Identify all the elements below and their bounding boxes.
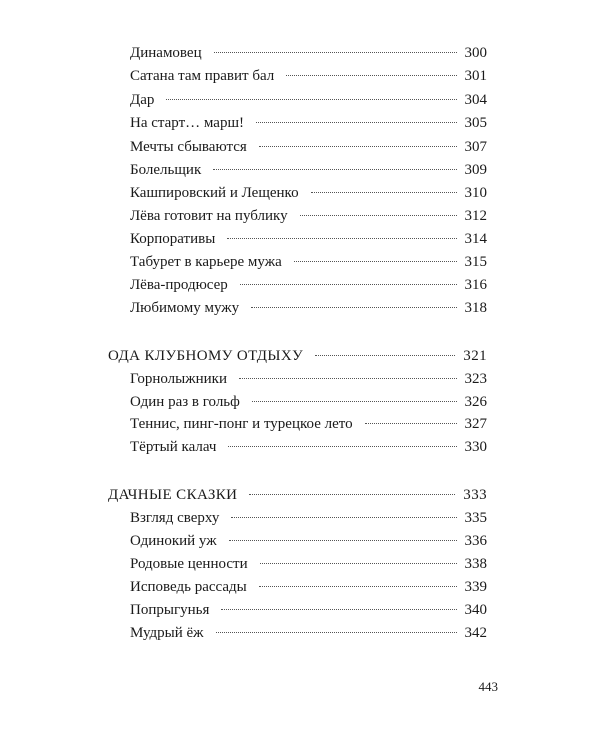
dot-leader (294, 261, 457, 262)
toc-entry (130, 508, 487, 528)
toc-entry (130, 414, 487, 434)
toc-entry (130, 577, 487, 597)
toc-entry-title: Табурет в карьере мужа (130, 254, 282, 270)
dot-leader (311, 192, 457, 193)
toc-entry-title: Попрыгунья (130, 602, 210, 618)
dot-leader (259, 586, 457, 587)
toc-entry-title: Болельщик (130, 162, 202, 178)
toc-entry-page: 314 (464, 231, 487, 247)
toc-entry-title: Мудрый ёж (130, 625, 204, 641)
toc-entry-page: 338 (464, 556, 487, 572)
toc-entry (130, 298, 487, 318)
toc-entry-title: Родовые ценности (130, 556, 248, 572)
toc-entry-title: Горнолыжники (130, 371, 227, 387)
toc-entry-title: Сатана там правит бал (130, 68, 275, 84)
dot-leader (216, 632, 457, 633)
toc-entry-title: Один раз в гольф (130, 394, 240, 410)
toc-entry (130, 623, 487, 643)
toc-entry (130, 160, 487, 180)
toc-entry-title: Взгляд сверху (130, 510, 220, 526)
toc-section-heading (108, 346, 487, 366)
toc-section-title: ДАЧНЫЕ СКАЗКИ (108, 487, 238, 503)
dot-leader (221, 609, 456, 610)
toc-entry-page: 336 (464, 533, 487, 549)
toc-entry (130, 554, 487, 574)
dot-leader (365, 423, 457, 424)
toc-entry (130, 600, 487, 620)
dot-leader (259, 146, 457, 147)
toc-entry-title: Дар (130, 92, 155, 108)
toc-entry-page: 301 (464, 68, 487, 84)
toc-entry-page: 309 (464, 162, 487, 178)
toc-entry-title: Лёва готовит на публику (130, 208, 288, 224)
toc-entry-page: 318 (464, 300, 487, 316)
toc-entry-page: 323 (464, 371, 487, 387)
dot-leader (227, 238, 456, 239)
toc-entry-title: Кашпировский и Лещенко (130, 185, 299, 201)
dot-leader (260, 563, 457, 564)
toc-section-heading (108, 485, 487, 505)
toc-entry-title: Исповедь рассады (130, 579, 247, 595)
toc-entry-title: Корпоративы (130, 231, 216, 247)
dot-leader (249, 494, 455, 495)
toc-entry-page: 326 (464, 394, 487, 410)
dot-leader (300, 215, 457, 216)
toc-section-page: 333 (463, 487, 487, 503)
dot-leader (231, 517, 456, 518)
toc-entry (130, 252, 487, 272)
toc-entry-page: 330 (464, 439, 487, 455)
toc-entry (130, 113, 487, 133)
toc-entry (130, 369, 487, 389)
toc-entry-page: 312 (464, 208, 487, 224)
dot-leader (229, 540, 457, 541)
toc-entry (130, 531, 487, 551)
toc-entry-page: 327 (464, 416, 487, 432)
toc-entry (130, 43, 487, 63)
toc-entry (130, 90, 487, 110)
dot-leader (256, 122, 457, 123)
dot-leader (213, 169, 456, 170)
toc-entry (130, 229, 487, 249)
dot-leader (240, 284, 457, 285)
toc-entry-page: 305 (464, 115, 487, 131)
toc-section-title: ОДА КЛУБНОМУ ОТДЫХУ (108, 348, 304, 364)
dot-leader (228, 446, 456, 447)
toc-entry-page: 304 (464, 92, 487, 108)
toc-section-page: 321 (463, 348, 487, 364)
dot-leader (214, 52, 457, 53)
dot-leader (239, 378, 457, 379)
dot-leader (166, 99, 456, 100)
toc-entry-page: 339 (464, 579, 487, 595)
toc-entry-title: Теннис, пинг-понг и турецкое лето (130, 416, 353, 432)
toc-entry-title: Любимому мужу (130, 300, 240, 316)
dot-leader (252, 401, 457, 402)
dot-leader (286, 75, 456, 76)
toc-entry (130, 206, 487, 226)
toc-entry (130, 392, 487, 412)
toc-entry-page: 310 (464, 185, 487, 201)
dot-leader (315, 355, 455, 356)
toc-entry (130, 66, 487, 86)
toc-entry-title: Тёртый калач (130, 439, 217, 455)
toc-entry-title: Одинокий уж (130, 533, 217, 549)
toc-entry-page: 307 (464, 139, 487, 155)
toc-entry-title: Динамовец (130, 45, 202, 61)
toc-entry (130, 275, 487, 295)
toc-entry-title: Мечты сбываются (130, 139, 247, 155)
toc-entry (130, 437, 487, 457)
toc-entry (130, 183, 487, 203)
toc-entry (130, 137, 487, 157)
page-number: 443 (478, 679, 498, 694)
toc-entry-page: 340 (464, 602, 487, 618)
toc-entry-page: 300 (464, 45, 487, 61)
toc-entry-page: 315 (464, 254, 487, 270)
toc-entry-page: 335 (464, 510, 487, 526)
toc-entry-title: Лёва-продюсер (130, 277, 228, 293)
toc-entry-title: На старт… марш! (130, 115, 244, 131)
dot-leader (251, 307, 456, 308)
toc-entry-page: 342 (464, 625, 487, 641)
toc-entry-page: 316 (464, 277, 487, 293)
